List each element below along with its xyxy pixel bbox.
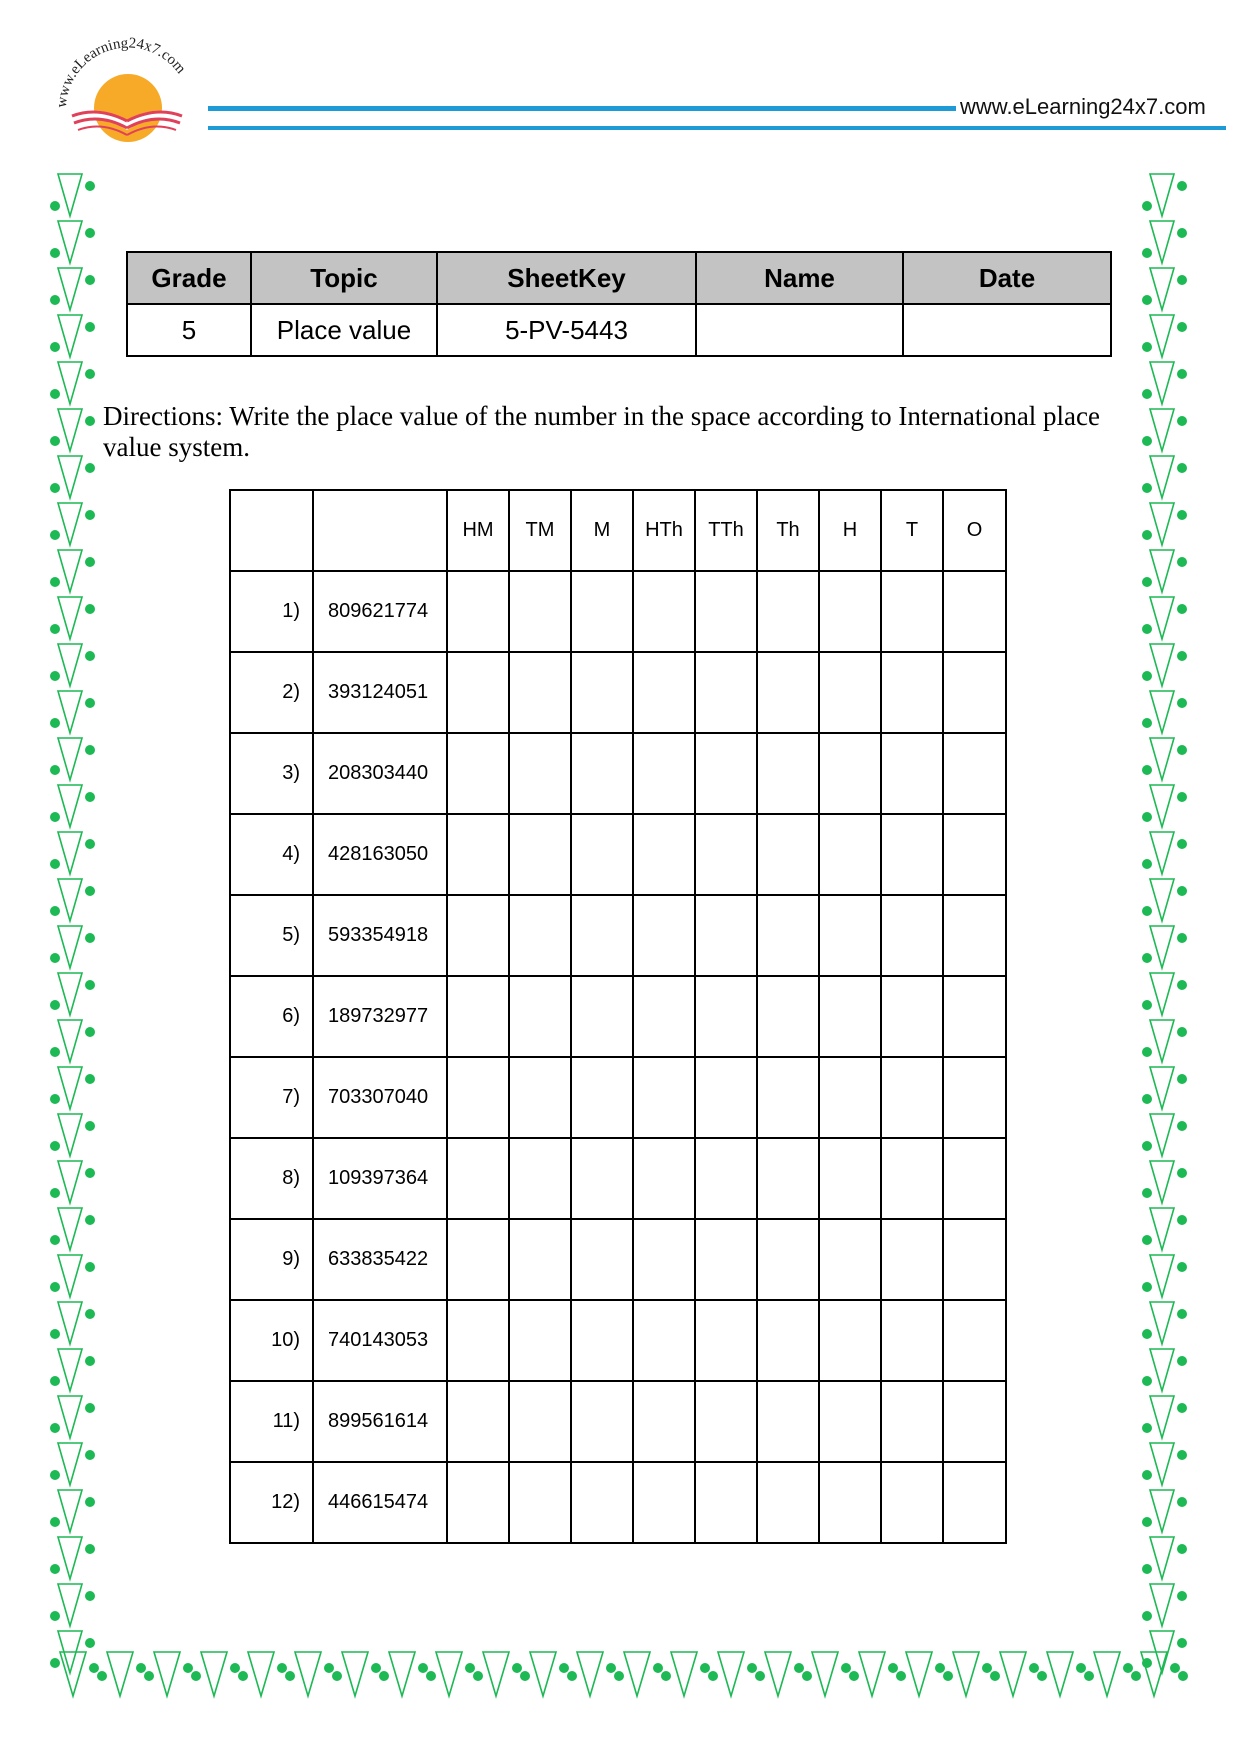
border-motif: [295, 1652, 342, 1696]
border-motif: [1142, 550, 1187, 592]
answer-cell-t[interactable]: [881, 1381, 943, 1462]
date-header: Date: [903, 252, 1111, 304]
answer-cell-hth[interactable]: [633, 652, 695, 733]
border-motif: [1142, 973, 1187, 1015]
question-number: 6): [230, 976, 313, 1057]
border-motif: [50, 879, 95, 921]
answer-cell-hm[interactable]: [447, 814, 509, 895]
answer-cell-tm[interactable]: [509, 1219, 571, 1300]
answer-cell-tm[interactable]: [509, 814, 571, 895]
answer-cell-m[interactable]: [571, 733, 633, 814]
answer-cell-o[interactable]: [943, 895, 1006, 976]
number-value: 703307040: [313, 1057, 447, 1138]
border-motif: [1142, 1443, 1187, 1485]
border-motif: [60, 1652, 107, 1696]
question-number: 5): [230, 895, 313, 976]
answer-cell-o[interactable]: [943, 976, 1006, 1057]
answer-cell-tm[interactable]: [509, 1462, 571, 1543]
answer-cell-h[interactable]: [819, 571, 881, 652]
border-motif: [1142, 221, 1187, 263]
border-motif: [577, 1652, 624, 1696]
answer-cell-t[interactable]: [881, 814, 943, 895]
column-header-tm: TM: [509, 490, 571, 571]
answer-cell-h[interactable]: [819, 652, 881, 733]
question-number: 9): [230, 1219, 313, 1300]
answer-cell-hm[interactable]: [447, 1381, 509, 1462]
border-motif: [953, 1652, 1000, 1696]
border-motif: [1142, 738, 1187, 780]
border-motif: [1142, 268, 1187, 310]
border-motif: [50, 1114, 95, 1156]
topic-value: Place value: [251, 304, 437, 356]
answer-cell-hth[interactable]: [633, 1138, 695, 1219]
answer-cell-h[interactable]: [819, 1138, 881, 1219]
grid-header-blank: [230, 490, 313, 571]
border-motif: [50, 926, 95, 968]
answer-cell-tm[interactable]: [509, 733, 571, 814]
border-motif: [50, 456, 95, 498]
border-motif: [50, 785, 95, 827]
info-table: [126, 251, 1112, 357]
name-field[interactable]: [696, 304, 903, 356]
border-motif: [248, 1652, 295, 1696]
answer-cell-tth[interactable]: [695, 1462, 757, 1543]
answer-cell-hm[interactable]: [447, 1300, 509, 1381]
question-number: 2): [230, 652, 313, 733]
number-value: 809621774: [313, 571, 447, 652]
answer-cell-m[interactable]: [571, 1300, 633, 1381]
border-motif: [342, 1652, 389, 1696]
question-number: 8): [230, 1138, 313, 1219]
answer-cell-tth[interactable]: [695, 733, 757, 814]
decorative-border-right: [1140, 164, 1190, 1700]
answer-cell-m[interactable]: [571, 1057, 633, 1138]
answer-cell-hm[interactable]: [447, 1462, 509, 1543]
decorative-border-bottom: [48, 1640, 1190, 1700]
number-value: 446615474: [313, 1462, 447, 1543]
question-number: 7): [230, 1057, 313, 1138]
border-motif: [1142, 879, 1187, 921]
date-field[interactable]: [903, 304, 1111, 356]
column-header-th: Th: [757, 490, 819, 571]
answer-cell-o[interactable]: [943, 1219, 1006, 1300]
answer-cell-o[interactable]: [943, 1300, 1006, 1381]
answer-cell-th[interactable]: [757, 571, 819, 652]
border-motif: [1047, 1652, 1094, 1696]
answer-cell-hth[interactable]: [633, 1462, 695, 1543]
border-motif: [671, 1652, 718, 1696]
answer-cell-th[interactable]: [757, 895, 819, 976]
border-motif: [1142, 1067, 1187, 1109]
answer-cell-th[interactable]: [757, 1219, 819, 1300]
table-row: [230, 571, 1006, 652]
answer-cell-m[interactable]: [571, 652, 633, 733]
table-row: [230, 976, 1006, 1057]
border-motif: [624, 1652, 671, 1696]
svg-text:www.eLearning24x7.com: www.eLearning24x7.com: [53, 35, 189, 109]
answer-cell-h[interactable]: [819, 1381, 881, 1462]
answer-cell-h[interactable]: [819, 1057, 881, 1138]
table-row: [230, 1138, 1006, 1219]
table-row: [230, 1462, 1006, 1543]
elearning-logo: [48, 20, 208, 155]
border-motif: [50, 550, 95, 592]
border-motif: [1142, 503, 1187, 545]
answer-cell-tm[interactable]: [509, 1057, 571, 1138]
number-value: 393124051: [313, 652, 447, 733]
border-motif: [50, 174, 95, 216]
answer-cell-o[interactable]: [943, 652, 1006, 733]
grade-header: Grade: [127, 252, 251, 304]
number-value: 428163050: [313, 814, 447, 895]
border-motif: [50, 268, 95, 310]
border-motif: [50, 1490, 95, 1532]
header-rule-bottom: [208, 126, 1226, 130]
answer-cell-h[interactable]: [819, 1462, 881, 1543]
answer-cell-hth[interactable]: [633, 895, 695, 976]
answer-cell-tth[interactable]: [695, 1057, 757, 1138]
border-motif: [50, 1067, 95, 1109]
answer-cell-tth[interactable]: [695, 814, 757, 895]
answer-cell-tm[interactable]: [509, 1381, 571, 1462]
answer-cell-hth[interactable]: [633, 1300, 695, 1381]
answer-cell-o[interactable]: [943, 814, 1006, 895]
answer-cell-t[interactable]: [881, 1462, 943, 1543]
answer-cell-m[interactable]: [571, 1219, 633, 1300]
border-motif: [50, 597, 95, 639]
answer-cell-th[interactable]: [757, 1381, 819, 1462]
question-number: 12): [230, 1462, 313, 1543]
site-url: www.eLearning24x7.com: [960, 94, 1206, 119]
border-motif: [1141, 1652, 1188, 1696]
column-header-o: O: [943, 490, 1006, 571]
answer-cell-h[interactable]: [819, 895, 881, 976]
topic-header: Topic: [251, 252, 437, 304]
border-motif: [1142, 832, 1187, 874]
border-motif: [50, 1396, 95, 1438]
column-header-t: T: [881, 490, 943, 571]
answer-cell-h[interactable]: [819, 976, 881, 1057]
grid-header-row: [230, 490, 1006, 571]
sheetkey-value: 5-PV-5443: [437, 304, 696, 356]
answer-cell-t[interactable]: [881, 1138, 943, 1219]
answer-cell-m[interactable]: [571, 571, 633, 652]
answer-cell-m[interactable]: [571, 1462, 633, 1543]
number-value: 740143053: [313, 1300, 447, 1381]
answer-cell-hth[interactable]: [633, 1219, 695, 1300]
border-motif: [1142, 456, 1187, 498]
border-motif: [1142, 362, 1187, 404]
border-motif: [483, 1652, 530, 1696]
answer-cell-hth[interactable]: [633, 1381, 695, 1462]
answer-cell-tth[interactable]: [695, 652, 757, 733]
border-motif: [1142, 409, 1187, 451]
border-motif: [50, 1302, 95, 1344]
question-number: 4): [230, 814, 313, 895]
answer-cell-o[interactable]: [943, 1057, 1006, 1138]
answer-cell-h[interactable]: [819, 1219, 881, 1300]
answer-cell-t[interactable]: [881, 976, 943, 1057]
border-motif: [1094, 1652, 1141, 1696]
answer-cell-hm[interactable]: [447, 571, 509, 652]
border-motif: [1142, 1396, 1187, 1438]
answer-cell-th[interactable]: [757, 976, 819, 1057]
table-row: [230, 1219, 1006, 1300]
answer-cell-tm[interactable]: [509, 1138, 571, 1219]
answer-cell-tm[interactable]: [509, 1300, 571, 1381]
answer-cell-hth[interactable]: [633, 1057, 695, 1138]
answer-cell-hm[interactable]: [447, 1138, 509, 1219]
answer-cell-th[interactable]: [757, 1138, 819, 1219]
border-motif: [50, 1349, 95, 1391]
question-number: 1): [230, 571, 313, 652]
border-motif: [1142, 1490, 1187, 1532]
answer-cell-m[interactable]: [571, 895, 633, 976]
answer-cell-th[interactable]: [757, 652, 819, 733]
border-motif: [50, 1020, 95, 1062]
border-motif: [50, 1537, 95, 1579]
answer-cell-t[interactable]: [881, 895, 943, 976]
answer-cell-th[interactable]: [757, 1462, 819, 1543]
border-motif: [50, 691, 95, 733]
answer-cell-tm[interactable]: [509, 976, 571, 1057]
border-motif: [107, 1652, 154, 1696]
number-value: 633835422: [313, 1219, 447, 1300]
border-motif: [389, 1652, 436, 1696]
name-header: Name: [696, 252, 903, 304]
table-row: [230, 1057, 1006, 1138]
answer-cell-o[interactable]: [943, 571, 1006, 652]
answer-cell-hm[interactable]: [447, 1057, 509, 1138]
number-value: 109397364: [313, 1138, 447, 1219]
question-number: 3): [230, 733, 313, 814]
answer-cell-h[interactable]: [819, 733, 881, 814]
grade-value: 5: [127, 304, 251, 356]
border-motif: [50, 1161, 95, 1203]
grid-header-blank: [313, 490, 447, 571]
answer-cell-t[interactable]: [881, 1057, 943, 1138]
border-motif: [50, 409, 95, 451]
border-motif: [1142, 691, 1187, 733]
border-motif: [1142, 1208, 1187, 1250]
border-motif: [1142, 1255, 1187, 1297]
border-motif: [718, 1652, 765, 1696]
border-motif: [1142, 1302, 1187, 1344]
column-header-hth: HTh: [633, 490, 695, 571]
answer-cell-tth[interactable]: [695, 1300, 757, 1381]
answer-cell-tth[interactable]: [695, 571, 757, 652]
answer-cell-hth[interactable]: [633, 733, 695, 814]
question-number: 10): [230, 1300, 313, 1381]
border-motif: [812, 1652, 859, 1696]
answer-cell-t[interactable]: [881, 571, 943, 652]
border-motif: [1142, 315, 1187, 357]
border-motif: [50, 315, 95, 357]
column-header-m: M: [571, 490, 633, 571]
border-motif: [50, 973, 95, 1015]
answer-cell-tm[interactable]: [509, 652, 571, 733]
answer-cell-h[interactable]: [819, 814, 881, 895]
number-value: 899561614: [313, 1381, 447, 1462]
border-motif: [530, 1652, 577, 1696]
border-motif: [1142, 1349, 1187, 1391]
border-motif: [1142, 644, 1187, 686]
border-motif: [50, 221, 95, 263]
answer-cell-th[interactable]: [757, 1300, 819, 1381]
answer-cell-m[interactable]: [571, 1138, 633, 1219]
border-motif: [50, 1208, 95, 1250]
answer-cell-o[interactable]: [943, 733, 1006, 814]
border-motif: [1142, 926, 1187, 968]
question-number: 11): [230, 1381, 313, 1462]
answer-cell-tth[interactable]: [695, 895, 757, 976]
answer-cell-hth[interactable]: [633, 571, 695, 652]
answer-cell-hth[interactable]: [633, 976, 695, 1057]
answer-cell-t[interactable]: [881, 733, 943, 814]
border-motif: [436, 1652, 483, 1696]
number-value: 208303440: [313, 733, 447, 814]
table-row: [230, 1381, 1006, 1462]
answer-cell-tth[interactable]: [695, 1138, 757, 1219]
directions-text: Directions: Write the place value of the number in the space according to International place value system.: [103, 401, 1101, 462]
border-motif: [1142, 174, 1187, 216]
border-motif: [1142, 1537, 1187, 1579]
answer-cell-tm[interactable]: [509, 895, 571, 976]
answer-cell-tth[interactable]: [695, 976, 757, 1057]
answer-cell-hm[interactable]: [447, 976, 509, 1057]
answer-cell-m[interactable]: [571, 814, 633, 895]
border-motif: [859, 1652, 906, 1696]
border-motif: [1142, 1161, 1187, 1203]
border-motif: [1142, 1114, 1187, 1156]
border-motif: [50, 832, 95, 874]
answer-cell-th[interactable]: [757, 814, 819, 895]
table-row: [230, 814, 1006, 895]
column-header-tth: TTh: [695, 490, 757, 571]
table-row: [230, 1300, 1006, 1381]
border-motif: [50, 738, 95, 780]
header-rule-top: [208, 106, 956, 111]
border-motif: [1142, 1584, 1187, 1626]
answer-cell-hm[interactable]: [447, 1219, 509, 1300]
answer-cell-m[interactable]: [571, 976, 633, 1057]
number-value: 189732977: [313, 976, 447, 1057]
answer-cell-hm[interactable]: [447, 733, 509, 814]
border-motif: [50, 1255, 95, 1297]
answer-cell-o[interactable]: [943, 1138, 1006, 1219]
border-motif: [1142, 785, 1187, 827]
answer-cell-th[interactable]: [757, 1057, 819, 1138]
answer-cell-h[interactable]: [819, 1300, 881, 1381]
border-motif: [765, 1652, 812, 1696]
answer-cell-t[interactable]: [881, 652, 943, 733]
table-row: [230, 652, 1006, 733]
answer-cell-tm[interactable]: [509, 571, 571, 652]
border-motif: [50, 503, 95, 545]
answer-cell-m[interactable]: [571, 1381, 633, 1462]
answer-cell-t[interactable]: [881, 1300, 943, 1381]
border-motif: [1142, 1020, 1187, 1062]
border-motif: [50, 1584, 95, 1626]
answer-cell-o[interactable]: [943, 1462, 1006, 1543]
border-motif: [1142, 597, 1187, 639]
column-header-h: H: [819, 490, 881, 571]
column-header-hm: HM: [447, 490, 509, 571]
answer-cell-tth[interactable]: [695, 1219, 757, 1300]
sheetkey-header: SheetKey: [437, 252, 696, 304]
answer-cell-o[interactable]: [943, 1381, 1006, 1462]
answer-cell-t[interactable]: [881, 1219, 943, 1300]
answer-cell-tth[interactable]: [695, 1381, 757, 1462]
border-motif: [1000, 1652, 1047, 1696]
answer-cell-hth[interactable]: [633, 814, 695, 895]
border-motif: [201, 1652, 248, 1696]
answer-cell-hm[interactable]: [447, 895, 509, 976]
border-motif: [50, 644, 95, 686]
border-motif: [50, 362, 95, 404]
table-row: [230, 733, 1006, 814]
decorative-border-left: [48, 164, 98, 1700]
answer-cell-th[interactable]: [757, 733, 819, 814]
table-row: [230, 895, 1006, 976]
place-value-grid: [229, 489, 1007, 1544]
border-motif: [50, 1443, 95, 1485]
answer-cell-hm[interactable]: [447, 652, 509, 733]
border-motif: [906, 1652, 953, 1696]
border-motif: [154, 1652, 201, 1696]
number-value: 593354918: [313, 895, 447, 976]
